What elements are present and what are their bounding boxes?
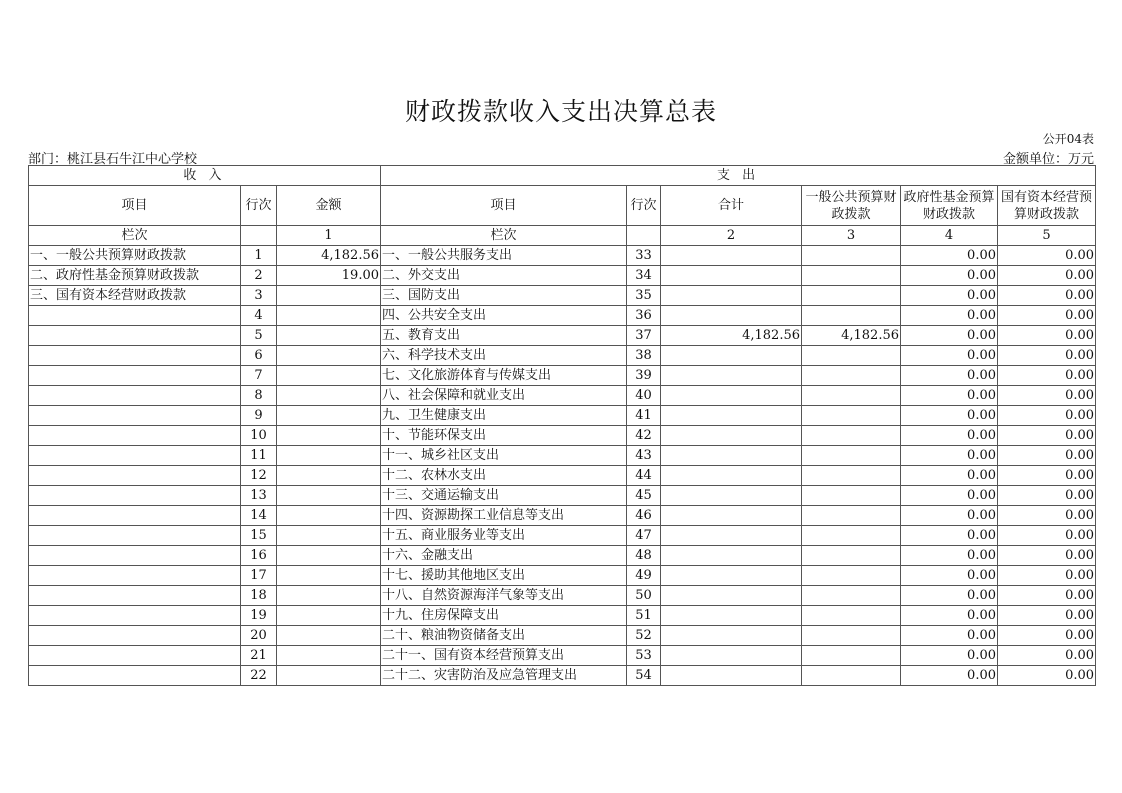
income-row-no-header: 行次 — [241, 186, 277, 226]
income-item-cell — [29, 666, 241, 686]
state-capital-cell: 0.00 — [998, 406, 1096, 426]
expense-item-cell: 十八、自然资源海洋气象等支出 — [381, 586, 627, 606]
state-capital-cell: 0.00 — [998, 266, 1096, 286]
income-row-no-cell: 7 — [241, 366, 277, 386]
income-item-cell — [29, 606, 241, 626]
general-budget-cell — [802, 346, 901, 366]
col-index-1: 1 — [277, 226, 381, 246]
expense-item-cell: 四、公共安全支出 — [381, 306, 627, 326]
expense-item-cell: 六、科学技术支出 — [381, 346, 627, 366]
table-row — [29, 646, 1096, 666]
table-row — [29, 666, 1096, 686]
total-header: 合计 — [661, 186, 802, 226]
expense-row-no-cell: 51 — [627, 606, 661, 626]
income-row-no-cell: 9 — [241, 406, 277, 426]
general-budget-cell — [802, 506, 901, 526]
general-budget-cell — [802, 246, 901, 266]
col-index-2: 2 — [661, 226, 802, 246]
income-item-cell — [29, 586, 241, 606]
income-amount-cell — [277, 666, 381, 686]
table-row — [29, 626, 1096, 646]
total-cell — [661, 546, 802, 566]
expense-item-cell: 二十二、灾害防治及应急管理支出 — [381, 666, 627, 686]
gov-fund-cell: 0.00 — [901, 306, 998, 326]
expense-item-cell: 十三、交通运输支出 — [381, 486, 627, 506]
general-budget-header: 一般公共预算财政拨款 — [802, 186, 901, 226]
state-capital-cell: 0.00 — [998, 286, 1096, 306]
gov-fund-header: 政府性基金预算财政拨款 — [901, 186, 998, 226]
general-budget-cell: 4,182.56 — [802, 326, 901, 346]
income-amount-cell — [277, 626, 381, 646]
expense-col-label: 栏次 — [381, 226, 627, 246]
state-capital-cell: 0.00 — [998, 526, 1096, 546]
expense-row-no-cell: 39 — [627, 366, 661, 386]
income-amount-cell — [277, 586, 381, 606]
general-budget-cell — [802, 646, 901, 666]
income-row-no-cell: 1 — [241, 246, 277, 266]
total-cell — [661, 446, 802, 466]
table-row — [29, 586, 1096, 606]
table-row — [29, 506, 1096, 526]
general-budget-cell — [802, 606, 901, 626]
expense-row-no-cell: 36 — [627, 306, 661, 326]
expense-item-cell: 八、社会保障和就业支出 — [381, 386, 627, 406]
general-budget-cell — [802, 466, 901, 486]
expense-row-no-cell: 34 — [627, 266, 661, 286]
gov-fund-cell: 0.00 — [901, 626, 998, 646]
budget-table — [28, 165, 1096, 686]
income-item-cell: 一、一般公共预算财政拨款 — [29, 246, 241, 266]
state-capital-cell: 0.00 — [998, 646, 1096, 666]
income-amount-cell — [277, 366, 381, 386]
general-budget-cell — [802, 566, 901, 586]
general-budget-cell — [802, 626, 901, 646]
income-row-no-cell: 8 — [241, 386, 277, 406]
expense-item-cell: 十二、农林水支出 — [381, 466, 627, 486]
state-capital-cell: 0.00 — [998, 346, 1096, 366]
form-number: 公开04表 — [1042, 132, 1094, 146]
gov-fund-cell: 0.00 — [901, 546, 998, 566]
expense-item-cell: 十六、金融支出 — [381, 546, 627, 566]
table-row — [29, 526, 1096, 546]
expense-row-no-cell: 41 — [627, 406, 661, 426]
gov-fund-cell: 0.00 — [901, 486, 998, 506]
income-row-no-cell: 20 — [241, 626, 277, 646]
income-item-header: 项目 — [29, 186, 241, 226]
income-row-no-cell: 19 — [241, 606, 277, 626]
income-item-cell — [29, 386, 241, 406]
income-item-cell — [29, 346, 241, 366]
total-cell — [661, 266, 802, 286]
expense-row-no-cell: 43 — [627, 446, 661, 466]
state-capital-cell: 0.00 — [998, 366, 1096, 386]
total-cell — [661, 506, 802, 526]
table-row — [29, 486, 1096, 506]
income-item-cell — [29, 306, 241, 326]
income-amount-cell — [277, 606, 381, 626]
income-amount-cell — [277, 426, 381, 446]
table-row — [29, 386, 1096, 406]
expense-item-cell: 七、文化旅游体育与传媒支出 — [381, 366, 627, 386]
column-index-row — [29, 226, 1096, 246]
table-row — [29, 326, 1096, 346]
income-amount-cell — [277, 646, 381, 666]
income-row-no-cell: 17 — [241, 566, 277, 586]
gov-fund-cell: 0.00 — [901, 386, 998, 406]
income-amount-cell — [277, 406, 381, 426]
total-cell — [661, 526, 802, 546]
income-amount-cell — [277, 346, 381, 366]
income-item-cell — [29, 526, 241, 546]
state-capital-header: 国有资本经营预算财政拨款 — [998, 186, 1096, 226]
general-budget-cell — [802, 386, 901, 406]
income-row-no-cell: 13 — [241, 486, 277, 506]
table-row — [29, 406, 1096, 426]
income-item-cell — [29, 466, 241, 486]
expense-row-no-cell: 48 — [627, 546, 661, 566]
expense-row-no-cell: 50 — [627, 586, 661, 606]
income-amount-cell: 19.00 — [277, 266, 381, 286]
state-capital-cell: 0.00 — [998, 666, 1096, 686]
expense-item-cell: 二十、粮油物资储备支出 — [381, 626, 627, 646]
general-budget-cell — [802, 406, 901, 426]
income-item-cell — [29, 486, 241, 506]
income-row-no-cell: 11 — [241, 446, 277, 466]
unit-label: 金额单位：万元 — [1002, 152, 1094, 167]
income-amount-cell — [277, 486, 381, 506]
income-amount-cell — [277, 446, 381, 466]
state-capital-cell: 0.00 — [998, 306, 1096, 326]
income-item-cell — [29, 566, 241, 586]
table-row — [29, 346, 1096, 366]
column-header-row — [29, 186, 1096, 226]
gov-fund-cell: 0.00 — [901, 326, 998, 346]
state-capital-cell: 0.00 — [998, 626, 1096, 646]
expense-item-cell: 十一、城乡社区支出 — [381, 446, 627, 466]
gov-fund-cell: 0.00 — [901, 286, 998, 306]
income-item-cell: 三、国有资本经营财政拨款 — [29, 286, 241, 306]
state-capital-cell: 0.00 — [998, 506, 1096, 526]
general-budget-cell — [802, 286, 901, 306]
income-row-no-cell: 21 — [241, 646, 277, 666]
expense-item-cell: 十五、商业服务业等支出 — [381, 526, 627, 546]
expense-item-header: 项目 — [381, 186, 627, 226]
expense-section-header: 支 出 — [381, 166, 1096, 186]
expense-row-no-cell: 42 — [627, 426, 661, 446]
expense-item-cell: 十、节能环保支出 — [381, 426, 627, 446]
income-row-no-cell: 10 — [241, 426, 277, 446]
col-index-5: 5 — [998, 226, 1096, 246]
table-row — [29, 246, 1096, 266]
table-row — [29, 426, 1096, 446]
expense-row-no-cell: 47 — [627, 526, 661, 546]
gov-fund-cell: 0.00 — [901, 526, 998, 546]
income-amount-cell — [277, 466, 381, 486]
gov-fund-cell: 0.00 — [901, 666, 998, 686]
expense-row-no-cell: 33 — [627, 246, 661, 266]
general-budget-cell — [802, 666, 901, 686]
page-title: 财政拨款收入支出决算总表 — [404, 97, 717, 126]
income-row-no-cell: 3 — [241, 286, 277, 306]
state-capital-cell: 0.00 — [998, 606, 1096, 626]
income-amount-cell — [277, 306, 381, 326]
table-row — [29, 446, 1096, 466]
expense-item-cell: 五、教育支出 — [381, 326, 627, 346]
table-row — [29, 466, 1096, 486]
col-index-4: 4 — [901, 226, 998, 246]
gov-fund-cell: 0.00 — [901, 426, 998, 446]
general-budget-cell — [802, 426, 901, 446]
total-cell — [661, 646, 802, 666]
gov-fund-cell: 0.00 — [901, 246, 998, 266]
state-capital-cell: 0.00 — [998, 586, 1096, 606]
empty-cell — [627, 226, 661, 246]
department-label: 部门：桃江县石牛江中心学校 — [28, 152, 198, 167]
expense-item-cell: 十九、住房保障支出 — [381, 606, 627, 626]
total-cell — [661, 246, 802, 266]
income-amount-header: 金额 — [277, 186, 381, 226]
total-cell — [661, 366, 802, 386]
total-cell — [661, 626, 802, 646]
total-cell — [661, 466, 802, 486]
gov-fund-cell: 0.00 — [901, 466, 998, 486]
total-cell — [661, 486, 802, 506]
col-index-3: 3 — [802, 226, 901, 246]
income-amount-cell — [277, 546, 381, 566]
expense-row-no-cell: 38 — [627, 346, 661, 366]
state-capital-cell: 0.00 — [998, 546, 1096, 566]
income-amount-cell: 4,182.56 — [277, 246, 381, 266]
state-capital-cell: 0.00 — [998, 426, 1096, 446]
total-cell — [661, 286, 802, 306]
expense-row-no-header: 行次 — [627, 186, 661, 226]
state-capital-cell: 0.00 — [998, 386, 1096, 406]
gov-fund-cell: 0.00 — [901, 266, 998, 286]
expense-row-no-cell: 35 — [627, 286, 661, 306]
expense-item-cell: 十七、援助其他地区支出 — [381, 566, 627, 586]
gov-fund-cell: 0.00 — [901, 606, 998, 626]
income-row-no-cell: 12 — [241, 466, 277, 486]
expense-row-no-cell: 49 — [627, 566, 661, 586]
total-cell — [661, 406, 802, 426]
expense-row-no-cell: 54 — [627, 666, 661, 686]
income-item-cell — [29, 366, 241, 386]
table-body — [29, 246, 1096, 686]
income-amount-cell — [277, 526, 381, 546]
total-cell — [661, 306, 802, 326]
gov-fund-cell: 0.00 — [901, 506, 998, 526]
general-budget-cell — [802, 526, 901, 546]
state-capital-cell: 0.00 — [998, 246, 1096, 266]
income-item-cell — [29, 546, 241, 566]
total-cell — [661, 566, 802, 586]
state-capital-cell: 0.00 — [998, 486, 1096, 506]
income-item-cell: 二、政府性基金预算财政拨款 — [29, 266, 241, 286]
gov-fund-cell: 0.00 — [901, 366, 998, 386]
income-item-cell — [29, 426, 241, 446]
state-capital-cell: 0.00 — [998, 466, 1096, 486]
income-row-no-cell: 16 — [241, 546, 277, 566]
state-capital-cell: 0.00 — [998, 446, 1096, 466]
state-capital-cell: 0.00 — [998, 566, 1096, 586]
income-row-no-cell: 14 — [241, 506, 277, 526]
income-row-no-cell: 4 — [241, 306, 277, 326]
table-row — [29, 266, 1096, 286]
table-row — [29, 306, 1096, 326]
table-row — [29, 286, 1096, 306]
total-cell — [661, 426, 802, 446]
expense-row-no-cell: 46 — [627, 506, 661, 526]
expense-row-no-cell: 44 — [627, 466, 661, 486]
income-row-no-cell: 15 — [241, 526, 277, 546]
general-budget-cell — [802, 306, 901, 326]
general-budget-cell — [802, 366, 901, 386]
expense-row-no-cell: 37 — [627, 326, 661, 346]
income-row-no-cell: 2 — [241, 266, 277, 286]
table-row — [29, 566, 1096, 586]
general-budget-cell — [802, 586, 901, 606]
income-item-cell — [29, 506, 241, 526]
income-item-cell — [29, 446, 241, 466]
total-cell — [661, 606, 802, 626]
empty-cell — [241, 226, 277, 246]
income-amount-cell — [277, 326, 381, 346]
expense-item-cell: 九、卫生健康支出 — [381, 406, 627, 426]
income-col-label: 栏次 — [29, 226, 241, 246]
table-row — [29, 366, 1096, 386]
general-budget-cell — [802, 546, 901, 566]
total-cell — [661, 346, 802, 366]
gov-fund-cell: 0.00 — [901, 586, 998, 606]
expense-row-no-cell: 53 — [627, 646, 661, 666]
expense-row-no-cell: 40 — [627, 386, 661, 406]
state-capital-cell: 0.00 — [998, 326, 1096, 346]
gov-fund-cell: 0.00 — [901, 446, 998, 466]
income-item-cell — [29, 626, 241, 646]
gov-fund-cell: 0.00 — [901, 566, 998, 586]
income-amount-cell — [277, 566, 381, 586]
income-section-header: 收 入 — [29, 166, 381, 186]
income-row-no-cell: 6 — [241, 346, 277, 366]
expense-item-cell: 二十一、国有资本经营预算支出 — [381, 646, 627, 666]
income-row-no-cell: 22 — [241, 666, 277, 686]
section-header-row — [29, 166, 1096, 186]
expense-item-cell: 二、外交支出 — [381, 266, 627, 286]
total-cell — [661, 666, 802, 686]
income-item-cell — [29, 406, 241, 426]
general-budget-cell — [802, 486, 901, 506]
gov-fund-cell: 0.00 — [901, 406, 998, 426]
gov-fund-cell: 0.00 — [901, 646, 998, 666]
total-cell: 4,182.56 — [661, 326, 802, 346]
total-cell — [661, 386, 802, 406]
table-row — [29, 546, 1096, 566]
income-row-no-cell: 18 — [241, 586, 277, 606]
expense-item-cell: 三、国防支出 — [381, 286, 627, 306]
expense-row-no-cell: 52 — [627, 626, 661, 646]
gov-fund-cell: 0.00 — [901, 346, 998, 366]
general-budget-cell — [802, 266, 901, 286]
general-budget-cell — [802, 446, 901, 466]
income-amount-cell — [277, 386, 381, 406]
total-cell — [661, 586, 802, 606]
expense-item-cell: 十四、资源勘探工业信息等支出 — [381, 506, 627, 526]
income-item-cell — [29, 326, 241, 346]
income-row-no-cell: 5 — [241, 326, 277, 346]
income-item-cell — [29, 646, 241, 666]
expense-item-cell: 一、一般公共服务支出 — [381, 246, 627, 266]
expense-row-no-cell: 45 — [627, 486, 661, 506]
income-amount-cell — [277, 506, 381, 526]
table-row — [29, 606, 1096, 626]
income-amount-cell — [277, 286, 381, 306]
